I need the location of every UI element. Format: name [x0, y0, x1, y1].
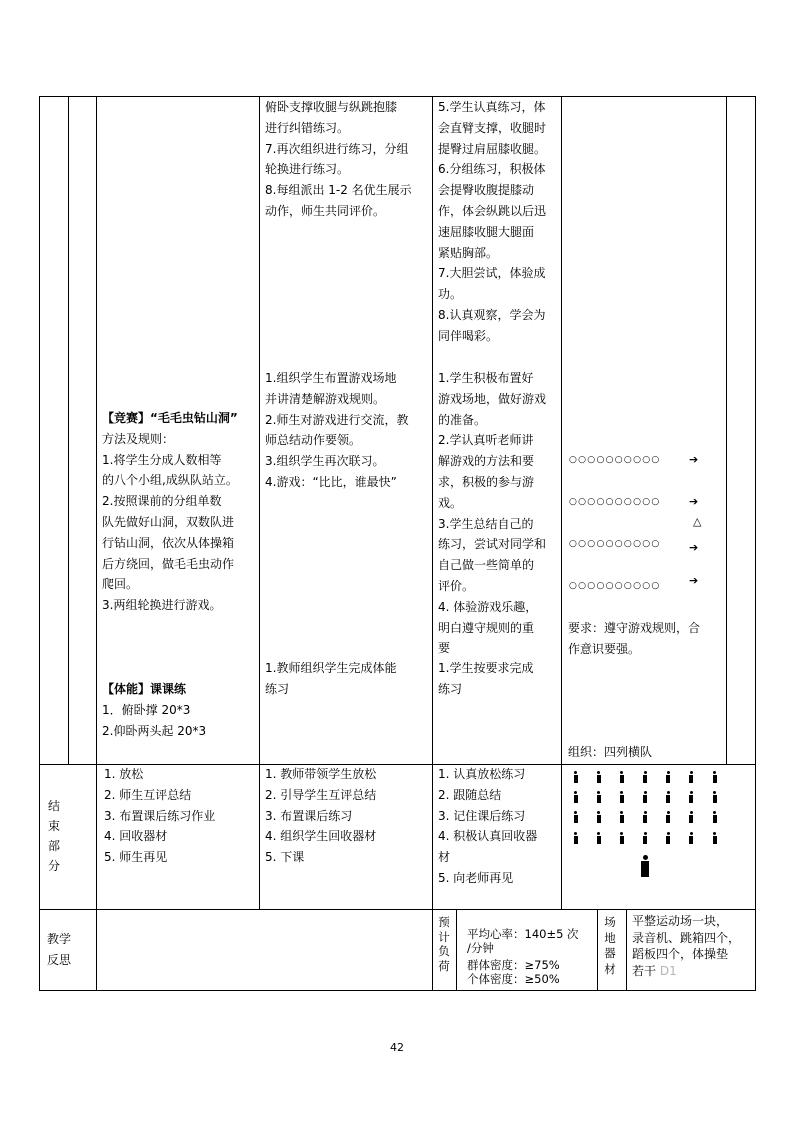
circle-row-3: ○○○○○○○○○○	[569, 539, 661, 549]
person-icon	[618, 811, 625, 823]
reflection-label: 教学 反思	[47, 932, 72, 967]
circle-row-1: ○○○○○○○○○○	[569, 455, 661, 465]
person-icon	[572, 771, 579, 783]
competition-section: 【竞赛】“毛毛虫钻山洞” 方法及规则： 1.将学生分成人数相等 的八个小组,成纵队站立。 2.按照课前的分组单数 队先做好山洞，双数队进 行钻山洞，依次从体操箱 后方绕回，做毛毛虫动作 爬回。 3.两组轮换进行游戏。	[102, 408, 238, 616]
teacher-person-icon	[640, 855, 650, 877]
person-icon	[711, 811, 718, 823]
person-icon	[642, 811, 649, 823]
ending-section-label: 结 束 部 分	[47, 799, 60, 873]
person-icon	[618, 791, 625, 803]
person-icon	[688, 791, 695, 803]
fitness-section: 【体能】课课练 1．俯卧撑 20*3 2.仰卧两头起 20*3	[102, 679, 206, 741]
game-rule-text: 要求：遵守游戏规则，合 作意识要强。	[568, 621, 701, 656]
person-icon	[595, 791, 602, 803]
person-icon	[688, 811, 695, 823]
person-icon	[665, 811, 672, 823]
person-icon	[642, 771, 649, 783]
formation-row	[572, 808, 734, 827]
person-icon	[665, 791, 672, 803]
triangle-icon: △	[693, 515, 702, 528]
person-icon	[711, 791, 718, 803]
circle-row-2: ○○○○○○○○○○	[569, 497, 661, 507]
load-label: 预 计 负 荷	[438, 915, 450, 973]
circle-row-4: ○○○○○○○○○○	[569, 581, 661, 591]
person-icon	[665, 771, 672, 783]
person-icon	[572, 832, 579, 844]
person-icon	[688, 771, 695, 783]
formation-label: 组织：四列横队	[568, 745, 653, 759]
formation-row	[572, 829, 734, 848]
teacher-top-text: 俯卧支撑收腿与纵跳抱膝 进行纠错练习。 7.再次组织进行练习，分组 轮换进行练习。 8.每组派出 1-2 名优生展示 动作，师生共同评价。	[265, 100, 412, 218]
equipment-text: 平整运动场一块， 录音机、跳箱四个， 蹈板四个，体操垫 若干 D1	[632, 914, 741, 978]
student-top-text: 5.学生认真练习，体 会直臂支撑，收腿时 提臀过肩屈膝收腿。 6.分组练习，积极体 会提臀收腹提膝动 作，体会纵跳以后迅 速屈膝收腿大腿面 紧贴胸部。 7.大胆尝试，体验成 功。 8.认真观察，学会为 同伴喝彩。	[438, 100, 547, 343]
density-text: 群体密度：≥75% 个体密度：≥50%	[467, 958, 560, 986]
person-icon	[665, 832, 672, 844]
mark-label: D1	[659, 963, 677, 978]
person-icon	[642, 791, 649, 803]
person-icon	[711, 832, 718, 844]
person-icon	[572, 791, 579, 803]
formation-row	[572, 768, 734, 787]
arrow-right-icon: ➔	[689, 495, 699, 508]
person-icon	[711, 771, 718, 783]
student-fitness-text: 1.学生按要求完成 练习	[438, 661, 534, 696]
arrow-right-icon: ➔	[689, 574, 699, 587]
page-number: 42	[390, 1041, 404, 1054]
arrow-right-icon: ➔	[689, 541, 699, 554]
fitness-title: 【体能】课课练	[102, 682, 187, 696]
ending-content: 1. 放松 2. 师生互评总结 3. 布置课后练习作业 4. 回收器材 5. 师生再见	[104, 767, 216, 865]
person-icon	[572, 811, 579, 823]
arrow-right-icon: ➔	[689, 453, 699, 466]
heart-rate-text: 平均心率：140±5 次 /分钟	[467, 927, 579, 955]
person-icon	[618, 832, 625, 844]
person-icon	[618, 771, 625, 783]
formation-row	[572, 788, 734, 807]
person-icon	[642, 832, 649, 844]
person-icon	[595, 771, 602, 783]
person-icon	[688, 832, 695, 844]
teacher-game-text: 1.组织学生布置游戏场地 并讲清楚解游戏规则。 2.师生对游戏进行交流，教 师总结动作要领。 3.组织学生再次联习。 4.游戏：“比比，谁最快”	[265, 371, 409, 489]
competition-title: 【竞赛】“毛毛虫钻山洞”	[102, 411, 238, 425]
venue-label: 场 地 器 材	[604, 915, 616, 976]
student-game-text: 1.学生积极布置好 游戏场地，做好游戏 的准备。 2.学认真听老师讲 解游戏的方法和要 求，积极的参与游 戏。 3.学生总结自己的 练习，尝试对同学和 自己做一些简单的 评价。 4. 体验游戏乐趣， 明白遵守规则的重 要	[438, 371, 547, 656]
teacher-fitness-text: 1.教师组织学生完成体能 练习	[265, 661, 397, 696]
ending-teacher: 1. 教师带领学生放松 2. 引导学生互评总结 3. 布置课后练习 4. 组织学生回收器材 5. 下课	[265, 767, 377, 865]
person-icon	[595, 811, 602, 823]
person-icon	[595, 832, 602, 844]
ending-student: 1. 认真放松练习 2. 跟随总结 3. 记住课后练习 4. 积极认真回收器 材 5. 向老师再见	[438, 767, 538, 885]
